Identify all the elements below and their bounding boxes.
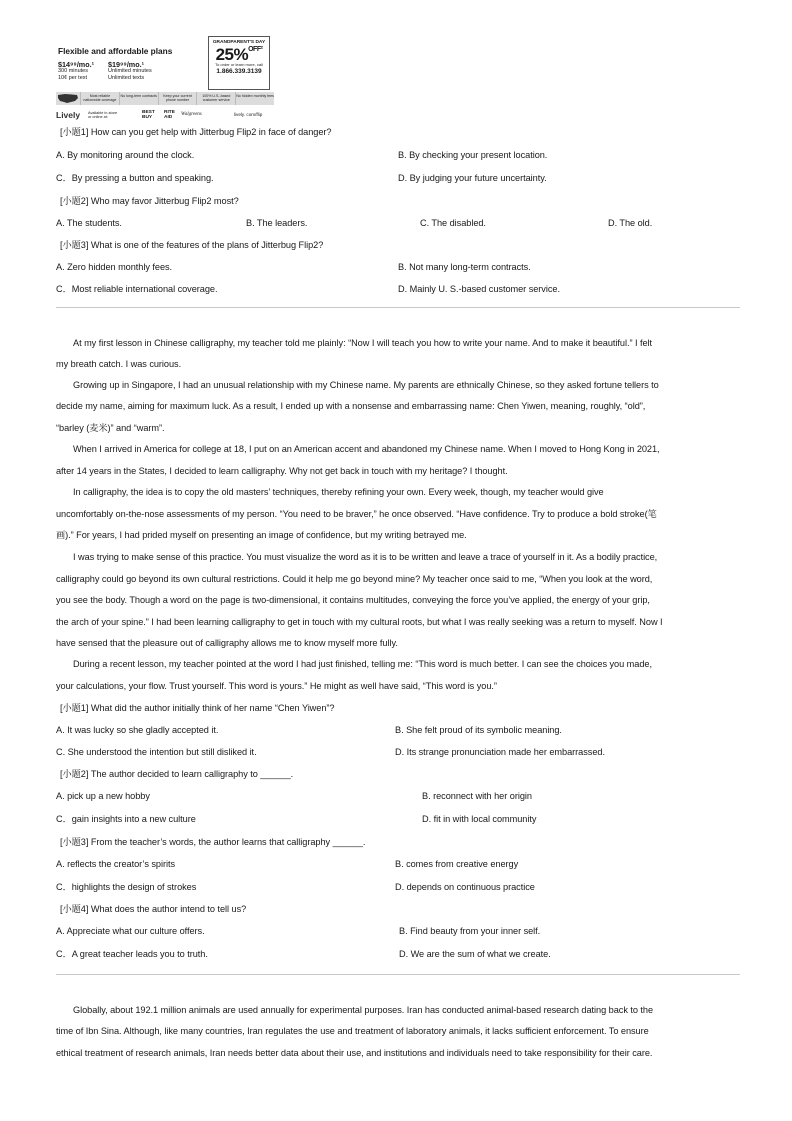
plan-price: $19⁹⁹/mo.¹ bbox=[108, 60, 144, 69]
feature-cell: Keep your current phone number bbox=[158, 92, 197, 105]
question-text: [小题4] What does the author intend to tell us? bbox=[60, 904, 247, 914]
answer-option: B. Find beauty from your inner self. bbox=[399, 926, 541, 936]
passage-line: Globally, about 192.1 million animals are used annually for experimental purposes. Iran has conducted animal-based research dating back to the bbox=[73, 1005, 654, 1015]
answer-option: A. reflects the creator’s spirits bbox=[56, 859, 176, 869]
question-text: [小题2] The author decided to learn calligraphy to ______. bbox=[60, 769, 294, 779]
promo-note: To order or learn more, call bbox=[215, 62, 263, 67]
question-text: [小题1] How can you get help with Jitterbug Flip2 in face of danger? bbox=[60, 127, 332, 137]
answer-option: C．Most reliable international coverage. bbox=[56, 284, 218, 294]
promo-heading: GRANDPARENT'S DAY bbox=[212, 40, 266, 45]
question-text: [小题3] From the teacher’s words, the author learns that calligraphy ______. bbox=[60, 837, 366, 847]
answer-option: B. reconnect with her origin bbox=[422, 791, 532, 801]
passage-line: the arch of your spine.” I had been learning calligraphy to get in touch with my cultural roots, but what I was really seeking was a return to myself. Now I bbox=[56, 617, 663, 627]
question-text: [小题3] What is one of the features of the plans of Jitterbug Flip2? bbox=[60, 240, 324, 250]
best-buy-logo bbox=[142, 110, 155, 120]
answer-option: B. She felt proud of its symbolic meaning. bbox=[395, 725, 562, 735]
passage-line: your calculations, your flow. Trust yourself. This word is yours.” He might as well have said, “This word is you.” bbox=[56, 681, 497, 691]
jitterbug-advertisement bbox=[56, 36, 274, 122]
answer-option: A. It was lucky so she gladly accepted it. bbox=[56, 725, 219, 735]
lively-logo: Lively bbox=[56, 110, 81, 120]
rite-aid-line: AID bbox=[164, 115, 173, 121]
answer-option: C．A great teacher leads you to truth. bbox=[56, 949, 208, 959]
answer-option: D. Its strange pronunciation made her embarrassed. bbox=[395, 747, 605, 757]
passage-line: At my first lesson in Chinese calligraphy, my teacher told me plainly: “Now I will teach you how to write your name. And to make it beautiful.” I felt bbox=[73, 338, 653, 348]
answer-option: B. By checking your present location. bbox=[398, 150, 548, 160]
promo-discount bbox=[209, 46, 269, 63]
promo-phone: 1.866.339.3139 bbox=[216, 67, 262, 75]
answer-option: A. By monitoring around the clock. bbox=[56, 150, 195, 160]
answer-option: C. She understood the intention but still disliked it. bbox=[56, 747, 257, 757]
feature-cell: Most reliable nationwide coverage bbox=[80, 92, 119, 105]
plan-detail: 10¢ per text bbox=[58, 74, 88, 81]
passage-line: I was trying to make sense of this practice. You must visualize the word as it is to be written and leave a trace of yourself in it. As a bodily practice, bbox=[73, 552, 658, 562]
ad-footer bbox=[56, 108, 274, 122]
promo-percent: 25% bbox=[215, 45, 249, 64]
answer-option: C. The disabled. bbox=[420, 218, 486, 228]
ad-plan-unlimited bbox=[108, 62, 152, 81]
question-text: [小题1] What did the author initially think of her name “Chen Yiwen”? bbox=[60, 703, 335, 713]
passage-line: decide my name, aiming for maximum luck. As a result, I ended up with a nonsense and embarrassing name: Chen Yiwen, meaning, roughly, “old”, bbox=[56, 401, 646, 411]
passage-line: uncomfortably on-the-nose assessments of my person. “You need to be braver,” he once observed. “Have confidence. Try to produce a bold stroke(笔 bbox=[56, 509, 657, 519]
passage-line: ethical treatment of research animals, Iran needs better data about their use, and institutions and individuals need to take responsibility for their care. bbox=[56, 1048, 653, 1058]
passage-line: “barley (麦米)” and “warm”. bbox=[56, 423, 165, 433]
passage-line: When I arrived in America for college at 18, I put on an American accent and abandoned my Chinese name. When I moved to Hong Kong in 2021, bbox=[73, 444, 660, 454]
ad-url: lively. com/flip bbox=[234, 112, 263, 117]
best-buy-line: BEST bbox=[142, 110, 155, 115]
retail-availability bbox=[88, 111, 117, 120]
passage-line: calligraphy could go beyond its own cultural restrictions. Could it help me go beyond mine? My teacher once said to me, “When you look at the word, bbox=[56, 574, 653, 584]
feature-cell: No hidden monthly fees bbox=[235, 92, 274, 105]
answer-option: C．gain insights into a new culture bbox=[56, 814, 196, 824]
passage-line: 画).” For years, I had prided myself on presenting an image of confidence, but my writing betrayed me. bbox=[56, 530, 467, 540]
ad-plans-panel bbox=[56, 36, 204, 90]
plan-detail: Unlimited texts bbox=[108, 74, 145, 81]
passage-line: In calligraphy, the idea is to copy the old masters’ techniques, thereby refining your own. Every week, though, my teacher would give bbox=[73, 487, 604, 497]
ad-plan-basic bbox=[58, 62, 94, 81]
answer-option: D. The old. bbox=[608, 218, 653, 228]
rite-aid-logo bbox=[164, 110, 175, 120]
answer-option: A. Appreciate what our culture offers. bbox=[56, 926, 205, 936]
question-text: [小题2] Who may favor Jitterbug Flip2 most? bbox=[60, 196, 239, 206]
section-divider bbox=[56, 974, 740, 975]
ad-title: Flexible and affordable plans bbox=[58, 46, 173, 56]
promo-off: OFF² bbox=[248, 46, 263, 53]
feature-cell: No long-term contracts bbox=[119, 92, 158, 105]
answer-option: B. The leaders. bbox=[246, 218, 308, 228]
plan-detail: 300 minutes bbox=[58, 68, 88, 75]
walgreens-logo: Walgreens bbox=[181, 112, 202, 117]
answer-option: C．By pressing a button and speaking. bbox=[56, 173, 214, 183]
availability-line: or online at: bbox=[88, 115, 108, 120]
passage-line: my breath catch. I was curious. bbox=[56, 359, 182, 369]
plan-price: $14⁹⁹/mo.¹ bbox=[58, 60, 94, 69]
answer-option: A. The students. bbox=[56, 218, 122, 228]
answer-option: D. Mainly U. S.-based customer service. bbox=[398, 284, 560, 294]
feature-cell: 100% U.S.-based customer service bbox=[196, 92, 235, 105]
usa-map-icon bbox=[56, 92, 80, 105]
passage-line: have sensed that the pleasure out of calligraphy allows me to know myself more fully. bbox=[56, 638, 398, 648]
answer-option: D. depends on continuous practice bbox=[395, 882, 535, 892]
availability-line: Available in-store bbox=[88, 111, 118, 115]
passage-line: During a recent lesson, my teacher pointed at the word I had just finished, telling me: “This word is much better. I can see the choices you made, bbox=[73, 659, 652, 669]
answer-option: D. fit in with local community bbox=[422, 814, 537, 824]
ad-feature-strip bbox=[56, 92, 274, 105]
rite-aid-line: RITE bbox=[164, 110, 175, 115]
passage-line: you see the body. Though a word on the page is two-dimensional, it contains multitudes, conveying the force you’ve applied, the energy of your grip, bbox=[56, 595, 650, 605]
plan-detail: Unlimited minutes bbox=[108, 68, 152, 75]
ad-promo-box bbox=[208, 36, 270, 90]
answer-option: D. We are the sum of what we create. bbox=[399, 949, 551, 959]
answer-option: C．highlights the design of strokes bbox=[56, 882, 197, 892]
answer-option: A. Zero hidden monthly fees. bbox=[56, 262, 173, 272]
best-buy-line: BUY bbox=[142, 115, 153, 121]
answer-option: D. By judging your future uncertainty. bbox=[398, 173, 547, 183]
answer-option: B. comes from creative energy bbox=[395, 859, 519, 869]
section-divider bbox=[56, 307, 740, 308]
passage-line: Growing up in Singapore, I had an unusual relationship with my Chinese name. My parents are ethnically Chinese, so they asked fortune tellers to bbox=[73, 380, 659, 390]
answer-option: A. pick up a new hobby bbox=[56, 791, 150, 801]
passage-line: time of Ibn Sina. Although, like many countries, Iran regulates the use and treatment of laboratory animals, it lacks sufficient enforcement. To ensure bbox=[56, 1026, 649, 1036]
passage-line: after 14 years in the States, I decided to learn calligraphy. Why not get back in touch with my heritage? I thought. bbox=[56, 466, 508, 476]
answer-option: B. Not many long-term contracts. bbox=[398, 262, 531, 272]
